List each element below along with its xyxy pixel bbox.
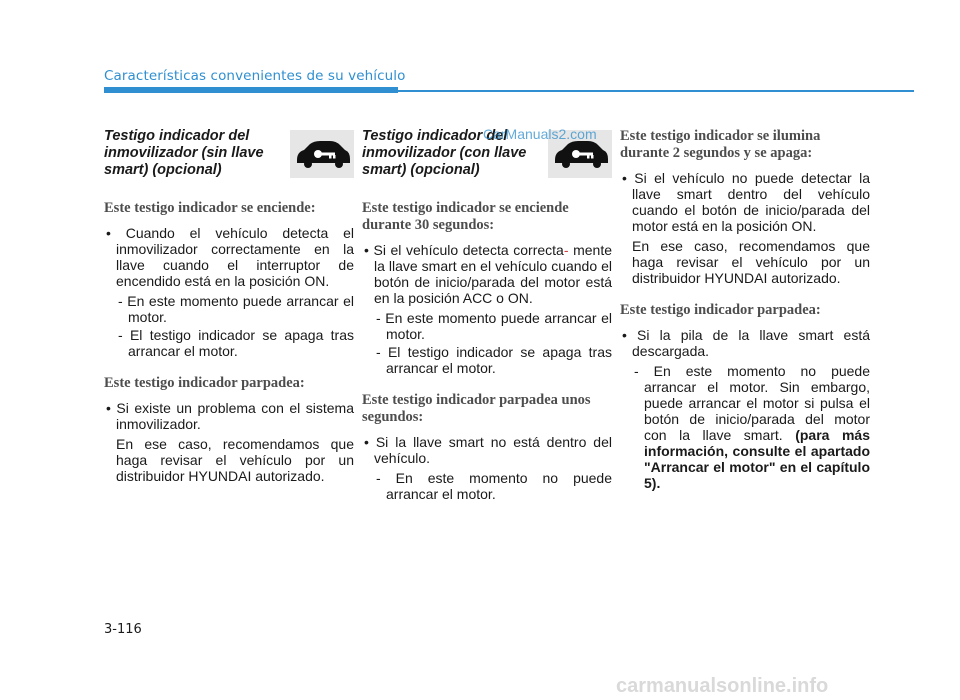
heading-immobilizer-no-smart: Testigo indicador del inmovilizador (sin llave smart) (opcional) — [104, 128, 264, 178]
dash-turns-off: - El testigo indicador se apaga tras arrancar el motor. — [376, 344, 612, 376]
bullet-key-not-inside: • Si la llave smart no está dentro del vehículo. — [364, 434, 612, 466]
watermark-bottom: carmanualsonline.info — [616, 675, 829, 697]
bullet-cannot-detect: • Si el vehículo no puede detectar la llave smart dentro del vehículo cuando el botón de inicio/parada del motor está en la posición ON. — [622, 170, 870, 234]
bullet-system-problem: • Si existe un problema con el sistema inmovilizador. — [106, 400, 354, 432]
heading-blinks: Este testigo indicador parpadea: — [104, 375, 305, 391]
dash-can-start: - En este momento puede arrancar el motor. — [376, 310, 612, 342]
bullet-text-start: • Si el vehículo detecta correcta — [364, 242, 564, 258]
heading-on-2s: Este testigo indicador se ilumina durante 2 segundos y se apaga: — [620, 128, 821, 161]
dash-can-start: - En este momento puede arrancar el motor. — [118, 293, 354, 325]
bullet-battery-low: • Si la pila de la llave smart está descargada. — [622, 327, 870, 359]
watermark-top: CarManuals2.com — [483, 126, 597, 142]
page-number: 3-116 — [104, 622, 142, 637]
heading-blinks-seconds: Este testigo indicador parpadea unos segundos: — [362, 392, 591, 425]
bullet-text-end: mente la llave smart en el vehículo cuando el botón de inicio/parada del motor está en la posición ACC o ON. — [374, 242, 612, 306]
heading-blinks: Este testigo indicador parpadea: — [620, 302, 821, 318]
reference-chapter-5: (para más información, consulte el apartado "Arrancar el motor" en el capítulo 5). — [644, 427, 870, 491]
dash-text: - En este momento no puede arrancar el motor. Sin embargo, puede arrancar el motor si pulsa el botón de inicio/parada del motor con la llave smart. — [634, 363, 870, 443]
heading-immobilizer-smart: Testigo indicador del inmovilizador (con llave smart) (opcional) — [362, 128, 527, 178]
heading-on-30s: Este testigo indicador se enciende durante 30 segundos: — [362, 200, 569, 233]
column-immobilizer-no-smart — [104, 128, 354, 488]
hyphen-mark: - — [563, 242, 569, 258]
dash-start-with-key — [620, 363, 870, 491]
dash-cannot-start: - En este momento no puede arrancar el motor. — [376, 470, 612, 502]
column-immobilizer-smart — [362, 128, 612, 504]
header-rule-accent — [104, 87, 398, 93]
heading-turns-on: Este testigo indicador se enciende: — [104, 200, 316, 216]
dash-turns-off: - El testigo indicador se apaga tras arrancar el motor. — [118, 327, 354, 359]
bullet-detects-smart-key — [362, 242, 612, 306]
paragraph-dealer: En ese caso, recomendamos que haga revisar el vehículo por un distribuidor HYUNDAI autorizado. — [632, 238, 870, 286]
paragraph-dealer: En ese caso, recomendamos que haga revisar el vehículo por un distribuidor HYUNDAI autorizado. — [116, 436, 354, 484]
section-title: Características convenientes de su vehículo — [104, 68, 406, 84]
car-key-icon — [290, 130, 354, 178]
bullet-detects-immobilizer: • Cuando el vehículo detecta el inmovilizador correctamente en la llave cuando el interruptor de encendido está en la posición ON. — [106, 225, 354, 289]
column-smart-continued — [620, 128, 870, 493]
